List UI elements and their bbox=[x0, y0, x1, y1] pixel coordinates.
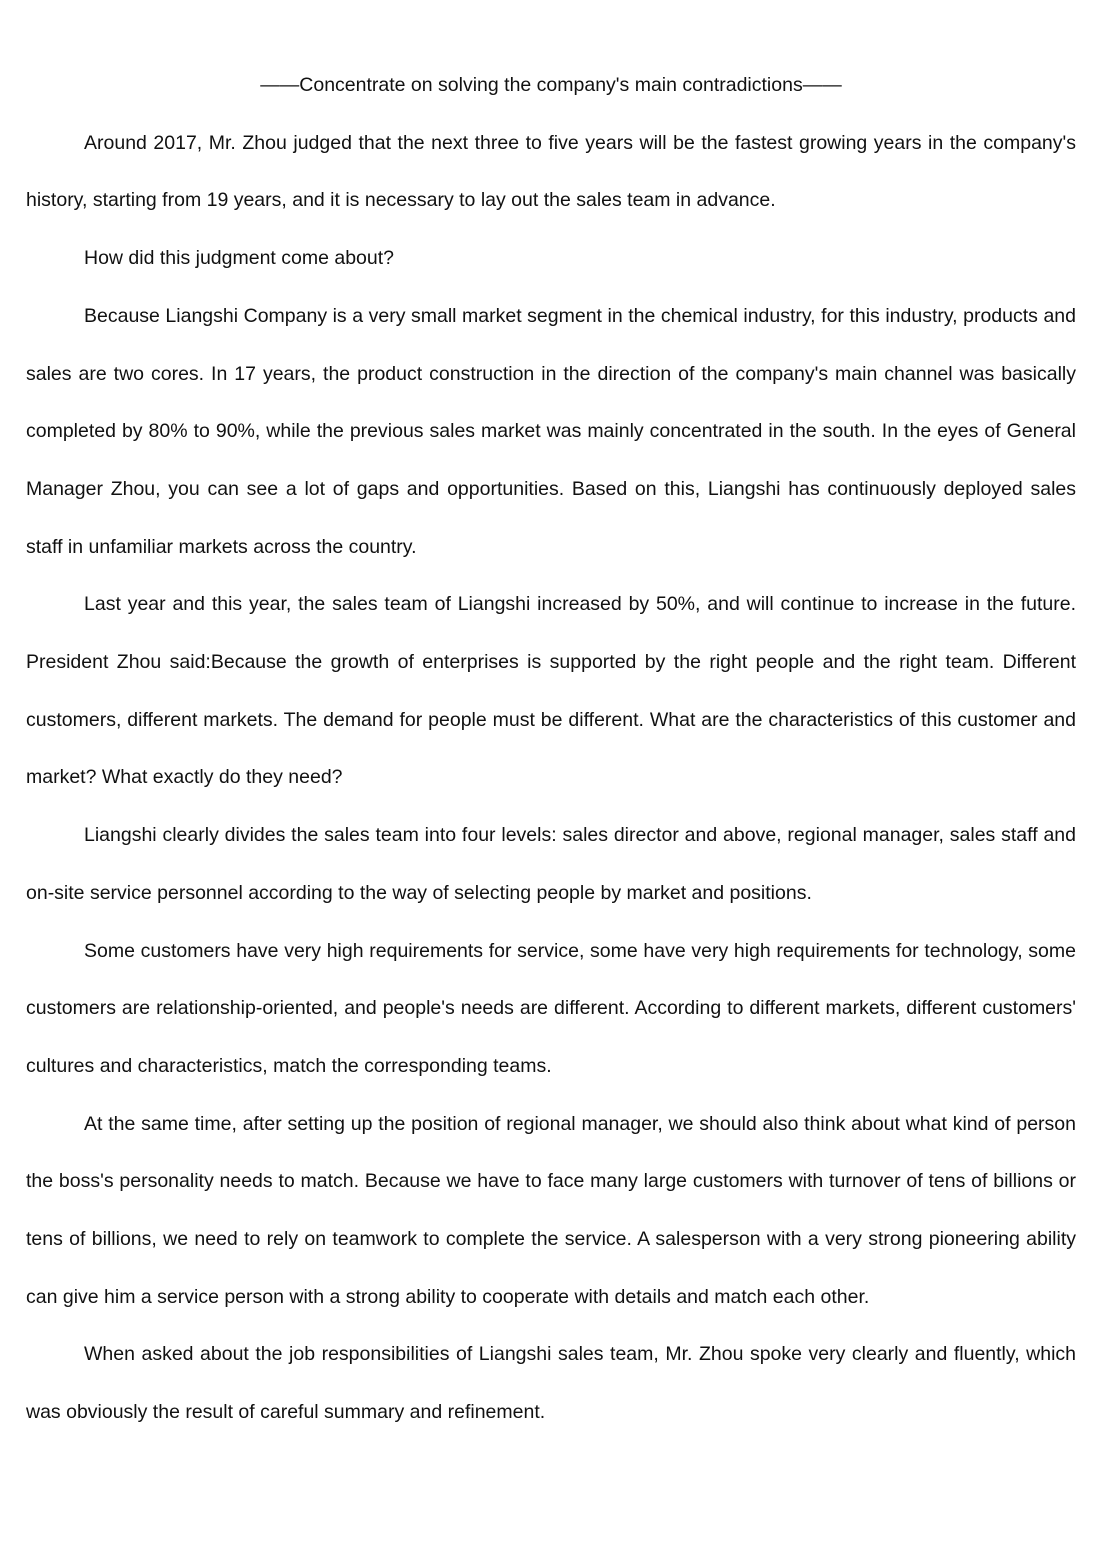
paragraph: At the same time, after setting up the position of regional manager, we should also think about what kind of person the boss's personality needs to match. Because we have to face many large customers with turnover of tens of billions or tens of billions, we need to rely on teamwork to complete the service. A salesperson with a very strong pioneering ability can give him a service person with a strong ability to cooperate with details and match each other. bbox=[26, 1112, 1076, 1308]
section-heading: ——Concentrate on solving the company's main contradictions—— bbox=[260, 74, 842, 96]
paragraph: Liangshi clearly divides the sales team into four levels: sales director and above, regional manager, sales staff and on-site service personnel according to the way of selecting people by market and positions. bbox=[26, 824, 1076, 904]
paragraph: Last year and this year, the sales team of Liangshi increased by 50%, and will continue to increase in the future. President Zhou said:Because the growth of enterprises is supported by the right people and the right team. Different customers, different markets. The demand for people must be different. What are the characteristics of this customer and market? What exactly do they need? bbox=[26, 593, 1076, 789]
paragraph: Around 2017, Mr. Zhou judged that the next three to five years will be the fastest growing years in the company's history, starting from 19 years, and it is necessary to lay out the sales team in advance. bbox=[26, 131, 1076, 212]
paragraph: Some customers have very high requirements for service, some have very high requirements for technology, some customers are relationship-oriented, and people's needs are different. According to different markets, different customers' cultures and characteristics, match the corresponding teams. bbox=[26, 939, 1076, 1077]
paragraph: How did this judgment come about? bbox=[84, 247, 395, 270]
paragraph: When asked about the job responsibilities of Liangshi sales team, Mr. Zhou spoke very clearly and fluently, which was obviously the result of careful summary and refinement. bbox=[26, 1343, 1076, 1424]
document-page bbox=[26, 57, 1076, 1442]
paragraph: Because Liangshi Company is a very small market segment in the chemical industry, for this industry, products and sales are two cores. In 17 years, the product construction in the direction of the company's main channel was basically completed by 80% to 90%, while the previous sales market was mainly concentrated in the south. In the eyes of General Manager Zhou, you can see a lot of gaps and opportunities. Based on this, Liangshi has continuously deployed sales staff in unfamiliar markets across the country. bbox=[26, 304, 1076, 558]
